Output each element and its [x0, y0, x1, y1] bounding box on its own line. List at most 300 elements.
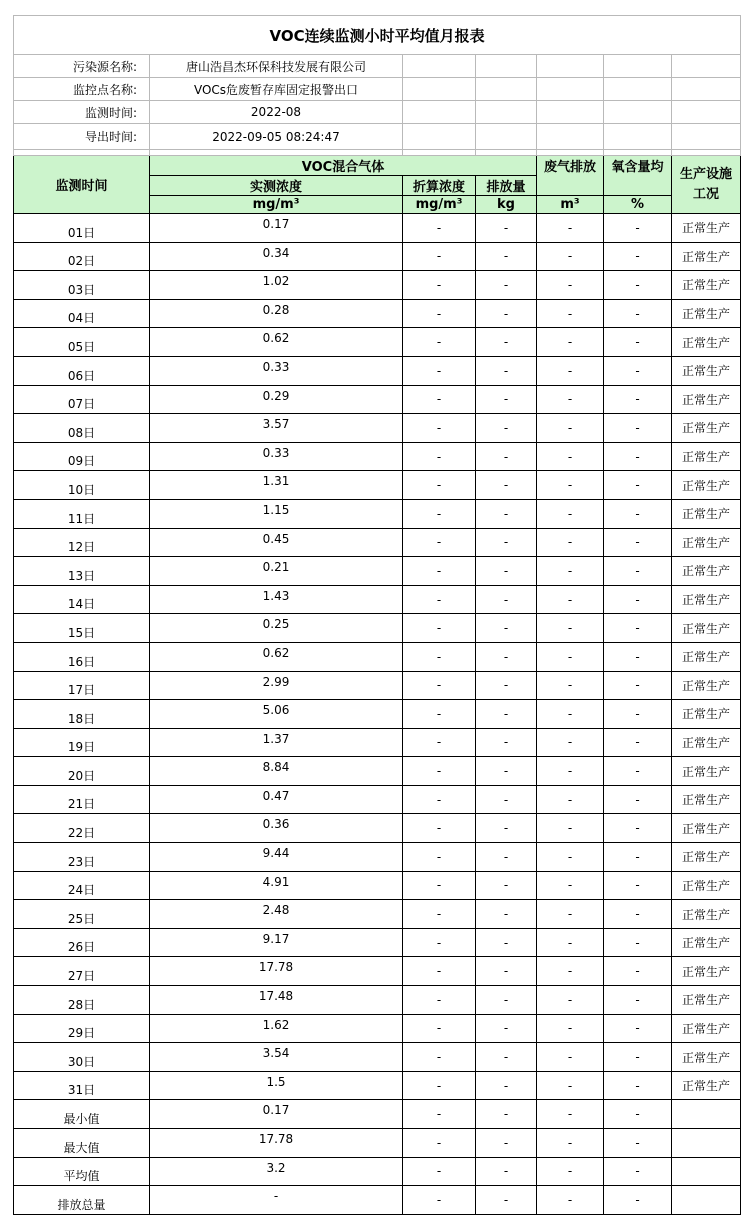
emission-cell: -	[476, 299, 537, 328]
header-time: 监测时间	[14, 156, 150, 214]
summary-converted: -	[403, 1157, 476, 1186]
exhaust-cell: -	[537, 1014, 604, 1043]
day-cell: 04日	[14, 299, 150, 328]
table-row	[14, 328, 741, 357]
summary-measured: -	[150, 1186, 403, 1215]
status-cell: 正常生产	[672, 414, 741, 443]
status-cell: 正常生产	[672, 871, 741, 900]
emission-cell: -	[476, 385, 537, 414]
day-cell: 23日	[14, 843, 150, 872]
measured-cell: 3.54	[150, 1043, 403, 1072]
measured-cell: 0.21	[150, 557, 403, 586]
emission-cell: -	[476, 271, 537, 300]
day-cell: 25日	[14, 900, 150, 929]
converted-cell: -	[403, 385, 476, 414]
emission-cell: -	[476, 843, 537, 872]
exhaust-cell: -	[537, 642, 604, 671]
converted-cell: -	[403, 728, 476, 757]
table-row	[14, 928, 741, 957]
measured-cell: 0.29	[150, 385, 403, 414]
table-row	[14, 585, 741, 614]
summary-label: 最小值	[14, 1100, 150, 1129]
converted-cell: -	[403, 271, 476, 300]
status-cell: 正常生产	[672, 499, 741, 528]
oxygen-cell: -	[604, 785, 672, 814]
summary-row	[14, 1129, 741, 1158]
day-cell: 30日	[14, 1043, 150, 1072]
table-row	[14, 843, 741, 872]
measured-cell: 0.33	[150, 356, 403, 385]
oxygen-cell: -	[604, 214, 672, 243]
status-cell: 正常生产	[672, 1014, 741, 1043]
table-row	[14, 1014, 741, 1043]
header-exhaust: 废气排放	[537, 156, 604, 196]
summary-oxygen: -	[604, 1157, 672, 1186]
oxygen-cell: -	[604, 957, 672, 986]
status-cell: 正常生产	[672, 585, 741, 614]
oxygen-cell: -	[604, 843, 672, 872]
exhaust-cell: -	[537, 385, 604, 414]
table-row	[14, 728, 741, 757]
summary-status	[672, 1129, 741, 1158]
exhaust-cell: -	[537, 414, 604, 443]
measured-cell: 4.91	[150, 871, 403, 900]
status-cell: 正常生产	[672, 299, 741, 328]
summary-emission: -	[476, 1129, 537, 1158]
status-cell: 正常生产	[672, 700, 741, 729]
header-emission: 排放量	[476, 176, 537, 196]
converted-cell: -	[403, 614, 476, 643]
measured-cell: 3.57	[150, 414, 403, 443]
day-cell: 01日	[14, 214, 150, 243]
measured-cell: 1.02	[150, 271, 403, 300]
meta-value: 2022-09-05 08:24:47	[150, 124, 403, 150]
day-cell: 11日	[14, 499, 150, 528]
meta-row-period	[14, 101, 741, 124]
oxygen-cell: -	[604, 871, 672, 900]
table-row	[14, 528, 741, 557]
measured-cell: 17.48	[150, 986, 403, 1015]
status-cell: 正常生产	[672, 271, 741, 300]
emission-cell: -	[476, 785, 537, 814]
table-row	[14, 757, 741, 786]
unit-emission: kg	[476, 196, 537, 214]
emission-cell: -	[476, 757, 537, 786]
summary-converted: -	[403, 1129, 476, 1158]
status-cell: 正常生产	[672, 728, 741, 757]
day-cell: 31日	[14, 1071, 150, 1100]
status-cell: 正常生产	[672, 1043, 741, 1072]
emission-cell: -	[476, 214, 537, 243]
converted-cell: -	[403, 442, 476, 471]
converted-cell: -	[403, 528, 476, 557]
oxygen-cell: -	[604, 614, 672, 643]
summary-status	[672, 1100, 741, 1129]
day-cell: 06日	[14, 356, 150, 385]
table-row	[14, 414, 741, 443]
oxygen-cell: -	[604, 728, 672, 757]
converted-cell: -	[403, 785, 476, 814]
oxygen-cell: -	[604, 528, 672, 557]
day-cell: 14日	[14, 585, 150, 614]
status-cell: 正常生产	[672, 442, 741, 471]
table-row	[14, 1043, 741, 1072]
exhaust-cell: -	[537, 614, 604, 643]
emission-cell: -	[476, 642, 537, 671]
exhaust-cell: -	[537, 299, 604, 328]
day-cell: 09日	[14, 442, 150, 471]
emission-cell: -	[476, 471, 537, 500]
exhaust-cell: -	[537, 471, 604, 500]
exhaust-cell: -	[537, 328, 604, 357]
exhaust-cell: -	[537, 671, 604, 700]
table-row	[14, 671, 741, 700]
emission-cell: -	[476, 814, 537, 843]
table-row	[14, 471, 741, 500]
oxygen-cell: -	[604, 356, 672, 385]
emission-cell: -	[476, 671, 537, 700]
header-facility	[672, 156, 741, 214]
measured-cell: 0.47	[150, 785, 403, 814]
oxygen-cell: -	[604, 1071, 672, 1100]
measured-cell: 0.34	[150, 242, 403, 271]
converted-cell: -	[403, 928, 476, 957]
summary-oxygen: -	[604, 1100, 672, 1129]
oxygen-cell: -	[604, 499, 672, 528]
day-cell: 16日	[14, 642, 150, 671]
summary-measured: 17.78	[150, 1129, 403, 1158]
exhaust-cell: -	[537, 442, 604, 471]
emission-cell: -	[476, 528, 537, 557]
day-cell: 13日	[14, 557, 150, 586]
measured-cell: 2.48	[150, 900, 403, 929]
oxygen-cell: -	[604, 328, 672, 357]
status-cell: 正常生产	[672, 986, 741, 1015]
exhaust-cell: -	[537, 814, 604, 843]
status-cell: 正常生产	[672, 328, 741, 357]
oxygen-cell: -	[604, 442, 672, 471]
measured-cell: 0.25	[150, 614, 403, 643]
emission-cell: -	[476, 442, 537, 471]
converted-cell: -	[403, 671, 476, 700]
day-cell: 03日	[14, 271, 150, 300]
exhaust-cell: -	[537, 499, 604, 528]
converted-cell: -	[403, 1014, 476, 1043]
table-row	[14, 900, 741, 929]
summary-exhaust: -	[537, 1129, 604, 1158]
measured-cell: 0.36	[150, 814, 403, 843]
emission-cell: -	[476, 1043, 537, 1072]
converted-cell: -	[403, 986, 476, 1015]
converted-cell: -	[403, 757, 476, 786]
summary-exhaust: -	[537, 1157, 604, 1186]
oxygen-cell: -	[604, 1043, 672, 1072]
day-cell: 22日	[14, 814, 150, 843]
emission-cell: -	[476, 928, 537, 957]
converted-cell: -	[403, 900, 476, 929]
converted-cell: -	[403, 871, 476, 900]
summary-measured: 0.17	[150, 1100, 403, 1129]
oxygen-cell: -	[604, 585, 672, 614]
emission-cell: -	[476, 986, 537, 1015]
status-cell: 正常生产	[672, 356, 741, 385]
table-row	[14, 700, 741, 729]
status-cell: 正常生产	[672, 757, 741, 786]
status-cell: 正常生产	[672, 214, 741, 243]
measured-cell: 5.06	[150, 700, 403, 729]
table-row	[14, 1071, 741, 1100]
summary-converted: -	[403, 1186, 476, 1215]
status-cell: 正常生产	[672, 557, 741, 586]
status-cell: 正常生产	[672, 471, 741, 500]
converted-cell: -	[403, 214, 476, 243]
table-row	[14, 499, 741, 528]
unit-converted: mg/m³	[403, 196, 476, 214]
oxygen-cell: -	[604, 242, 672, 271]
oxygen-cell: -	[604, 814, 672, 843]
voc-report-table	[13, 15, 741, 1215]
measured-cell: 1.43	[150, 585, 403, 614]
converted-cell: -	[403, 356, 476, 385]
emission-cell: -	[476, 957, 537, 986]
emission-cell: -	[476, 585, 537, 614]
day-cell: 15日	[14, 614, 150, 643]
emission-cell: -	[476, 356, 537, 385]
measured-cell: 1.31	[150, 471, 403, 500]
measured-cell: 1.5	[150, 1071, 403, 1100]
oxygen-cell: -	[604, 900, 672, 929]
measured-cell: 2.99	[150, 671, 403, 700]
table-row	[14, 871, 741, 900]
day-cell: 07日	[14, 385, 150, 414]
exhaust-cell: -	[537, 1071, 604, 1100]
emission-cell: -	[476, 900, 537, 929]
oxygen-cell: -	[604, 557, 672, 586]
exhaust-cell: -	[537, 728, 604, 757]
day-cell: 17日	[14, 671, 150, 700]
summary-emission: -	[476, 1100, 537, 1129]
table-row	[14, 785, 741, 814]
status-cell: 正常生产	[672, 900, 741, 929]
header-converted: 折算浓度	[403, 176, 476, 196]
status-cell: 正常生产	[672, 1071, 741, 1100]
summary-row	[14, 1186, 741, 1215]
day-cell: 05日	[14, 328, 150, 357]
exhaust-cell: -	[537, 843, 604, 872]
measured-cell: 0.62	[150, 642, 403, 671]
meta-label: 监控点名称:	[14, 78, 150, 101]
summary-emission: -	[476, 1186, 537, 1215]
oxygen-cell: -	[604, 642, 672, 671]
summary-label: 最大值	[14, 1129, 150, 1158]
measured-cell: 8.84	[150, 757, 403, 786]
summary-row	[14, 1157, 741, 1186]
status-cell: 正常生产	[672, 671, 741, 700]
report-title: VOC连续监测小时平均值月报表	[14, 16, 741, 55]
day-cell: 10日	[14, 471, 150, 500]
converted-cell: -	[403, 585, 476, 614]
converted-cell: -	[403, 471, 476, 500]
exhaust-cell: -	[537, 785, 604, 814]
table-row	[14, 271, 741, 300]
emission-cell: -	[476, 728, 537, 757]
summary-label: 平均值	[14, 1157, 150, 1186]
status-cell: 正常生产	[672, 385, 741, 414]
measured-cell: 1.62	[150, 1014, 403, 1043]
summary-status	[672, 1186, 741, 1215]
measured-cell: 0.28	[150, 299, 403, 328]
measured-cell: 9.44	[150, 843, 403, 872]
table-row	[14, 214, 741, 243]
oxygen-cell: -	[604, 700, 672, 729]
table-row	[14, 442, 741, 471]
meta-value: 唐山浩昌杰环保科技发展有限公司	[150, 55, 403, 78]
table-row	[14, 557, 741, 586]
table-row	[14, 299, 741, 328]
meta-value: 2022-08	[150, 101, 403, 124]
oxygen-cell: -	[604, 271, 672, 300]
table-row	[14, 957, 741, 986]
status-cell: 正常生产	[672, 242, 741, 271]
meta-row-export	[14, 124, 741, 150]
status-cell: 正常生产	[672, 957, 741, 986]
emission-cell: -	[476, 328, 537, 357]
status-cell: 正常生产	[672, 528, 741, 557]
converted-cell: -	[403, 957, 476, 986]
oxygen-cell: -	[604, 757, 672, 786]
converted-cell: -	[403, 1043, 476, 1072]
exhaust-cell: -	[537, 214, 604, 243]
table-row	[14, 814, 741, 843]
exhaust-cell: -	[537, 900, 604, 929]
table-row	[14, 986, 741, 1015]
status-cell: 正常生产	[672, 928, 741, 957]
status-cell: 正常生产	[672, 843, 741, 872]
summary-label: 排放总量	[14, 1186, 150, 1215]
emission-cell: -	[476, 700, 537, 729]
day-cell: 21日	[14, 785, 150, 814]
summary-oxygen: -	[604, 1186, 672, 1215]
table-row	[14, 614, 741, 643]
meta-label: 污染源名称:	[14, 55, 150, 78]
exhaust-cell: -	[537, 871, 604, 900]
exhaust-cell: -	[537, 271, 604, 300]
summary-oxygen: -	[604, 1129, 672, 1158]
oxygen-cell: -	[604, 385, 672, 414]
oxygen-cell: -	[604, 986, 672, 1015]
oxygen-cell: -	[604, 299, 672, 328]
day-cell: 12日	[14, 528, 150, 557]
converted-cell: -	[403, 642, 476, 671]
status-cell: 正常生产	[672, 642, 741, 671]
exhaust-cell: -	[537, 928, 604, 957]
day-cell: 08日	[14, 414, 150, 443]
status-cell: 正常生产	[672, 785, 741, 814]
emission-cell: -	[476, 871, 537, 900]
converted-cell: -	[403, 557, 476, 586]
measured-cell: 0.62	[150, 328, 403, 357]
emission-cell: -	[476, 614, 537, 643]
emission-cell: -	[476, 1014, 537, 1043]
unit-oxygen: %	[604, 196, 672, 214]
emission-cell: -	[476, 1071, 537, 1100]
exhaust-cell: -	[537, 986, 604, 1015]
day-cell: 24日	[14, 871, 150, 900]
oxygen-cell: -	[604, 414, 672, 443]
day-cell: 18日	[14, 700, 150, 729]
converted-cell: -	[403, 328, 476, 357]
day-cell: 28日	[14, 986, 150, 1015]
exhaust-cell: -	[537, 557, 604, 586]
table-row	[14, 385, 741, 414]
table-row	[14, 356, 741, 385]
day-cell: 26日	[14, 928, 150, 957]
day-cell: 29日	[14, 1014, 150, 1043]
oxygen-cell: -	[604, 471, 672, 500]
meta-row-point	[14, 78, 741, 101]
converted-cell: -	[403, 499, 476, 528]
day-cell: 19日	[14, 728, 150, 757]
converted-cell: -	[403, 299, 476, 328]
converted-cell: -	[403, 700, 476, 729]
summary-emission: -	[476, 1157, 537, 1186]
measured-cell: 1.37	[150, 728, 403, 757]
meta-label: 导出时间:	[14, 124, 150, 150]
exhaust-cell: -	[537, 957, 604, 986]
day-cell: 02日	[14, 242, 150, 271]
exhaust-cell: -	[537, 356, 604, 385]
day-cell: 20日	[14, 757, 150, 786]
measured-cell: 1.15	[150, 499, 403, 528]
meta-label: 监测时间:	[14, 101, 150, 124]
exhaust-cell: -	[537, 242, 604, 271]
unit-exhaust: m³	[537, 196, 604, 214]
day-cell: 27日	[14, 957, 150, 986]
meta-row-source	[14, 55, 741, 78]
summary-exhaust: -	[537, 1186, 604, 1215]
emission-cell: -	[476, 557, 537, 586]
converted-cell: -	[403, 414, 476, 443]
header-oxygen: 氧含量均	[604, 156, 672, 196]
header-voc-group: VOC混合气体	[150, 156, 537, 176]
measured-cell: 0.17	[150, 214, 403, 243]
summary-row	[14, 1100, 741, 1129]
header-facility-label: 生产设施工况	[680, 166, 733, 202]
exhaust-cell: -	[537, 528, 604, 557]
unit-measured: mg/m³	[150, 196, 403, 214]
summary-measured: 3.2	[150, 1157, 403, 1186]
header-measured: 实测浓度	[150, 176, 403, 196]
status-cell: 正常生产	[672, 814, 741, 843]
summary-exhaust: -	[537, 1100, 604, 1129]
measured-cell: 9.17	[150, 928, 403, 957]
summary-status	[672, 1157, 741, 1186]
converted-cell: -	[403, 814, 476, 843]
oxygen-cell: -	[604, 1014, 672, 1043]
summary-converted: -	[403, 1100, 476, 1129]
emission-cell: -	[476, 242, 537, 271]
exhaust-cell: -	[537, 700, 604, 729]
converted-cell: -	[403, 242, 476, 271]
exhaust-cell: -	[537, 757, 604, 786]
meta-value: VOCs危废暂存库固定报警出口	[150, 78, 403, 101]
status-cell: 正常生产	[672, 614, 741, 643]
emission-cell: -	[476, 499, 537, 528]
exhaust-cell: -	[537, 1043, 604, 1072]
table-row	[14, 642, 741, 671]
table-row	[14, 242, 741, 271]
oxygen-cell: -	[604, 671, 672, 700]
